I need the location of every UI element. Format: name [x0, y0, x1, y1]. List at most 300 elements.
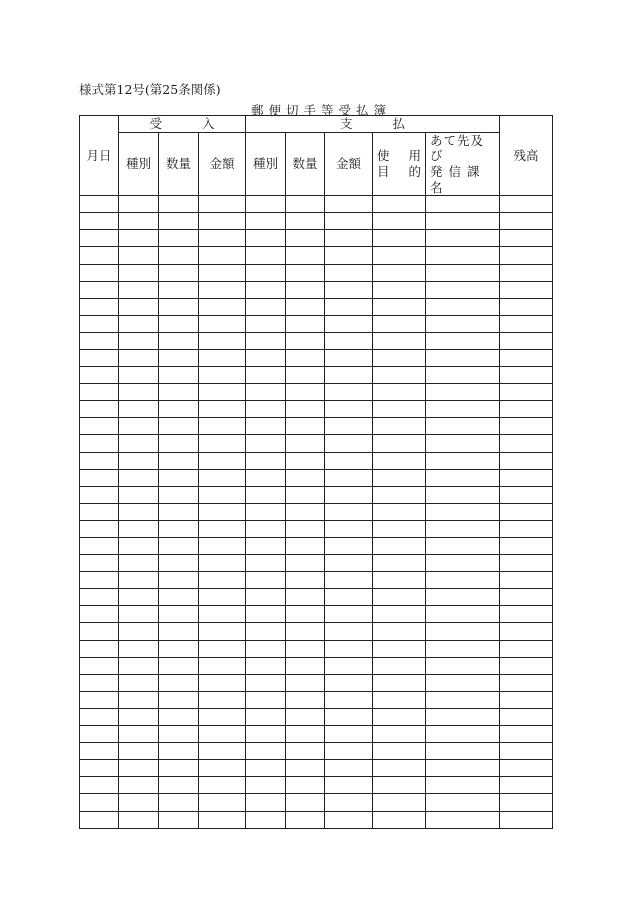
table-cell [325, 247, 373, 264]
table-cell [199, 298, 246, 315]
table-cell [286, 708, 325, 725]
table-cell [80, 794, 119, 811]
table-cell [426, 213, 500, 230]
table-cell [159, 452, 199, 469]
table-cell [80, 503, 119, 520]
table-cell [159, 418, 199, 435]
table-cell [286, 332, 325, 349]
table-cell [199, 213, 246, 230]
table-cell [119, 572, 159, 589]
table-cell [500, 264, 553, 281]
table-cell [246, 606, 286, 623]
table-cell [159, 794, 199, 811]
table-cell [199, 401, 246, 418]
table-cell [426, 691, 500, 708]
table-cell [80, 520, 119, 537]
table-cell [199, 418, 246, 435]
header-receipt-group: 受 入 [119, 116, 246, 133]
table-cell [500, 760, 553, 777]
table-cell [426, 196, 500, 213]
table-cell [373, 315, 426, 332]
table-cell [80, 760, 119, 777]
table-cell [426, 657, 500, 674]
form-number-label: 様式第12号(第25条関係) [79, 82, 221, 97]
table-cell [159, 606, 199, 623]
table-cell [119, 589, 159, 606]
table-row [80, 367, 553, 384]
table-cell [373, 640, 426, 657]
table-cell [373, 589, 426, 606]
table-cell [80, 367, 119, 384]
table-cell [325, 469, 373, 486]
table-row [80, 572, 553, 589]
table-cell [80, 674, 119, 691]
header-destination-department: あて先及び 発 信 課 名 [426, 132, 500, 196]
table-cell [159, 726, 199, 743]
table-cell [500, 281, 553, 298]
table-row [80, 726, 553, 743]
table-cell [325, 640, 373, 657]
table-cell [199, 315, 246, 332]
table-cell [426, 555, 500, 572]
header-receipt-type: 種別 [119, 132, 159, 196]
table-cell [199, 794, 246, 811]
table-cell [119, 777, 159, 794]
table-cell [500, 538, 553, 555]
table-cell [500, 196, 553, 213]
table-cell [325, 726, 373, 743]
table-cell [199, 811, 246, 828]
table-cell [159, 708, 199, 725]
header-month-day: 月日 [80, 116, 119, 196]
table-cell [286, 384, 325, 401]
header-receipt-quantity: 数量 [159, 132, 199, 196]
table-row [80, 520, 553, 537]
table-cell [500, 606, 553, 623]
table-cell [119, 213, 159, 230]
table-cell [80, 555, 119, 572]
ledger-body [80, 196, 553, 828]
table-cell [500, 384, 553, 401]
table-cell [199, 281, 246, 298]
table-cell [325, 589, 373, 606]
table-row [80, 281, 553, 298]
table-cell [286, 572, 325, 589]
table-cell [159, 589, 199, 606]
table-cell [246, 281, 286, 298]
table-cell [500, 572, 553, 589]
table-cell [286, 640, 325, 657]
table-cell [199, 640, 246, 657]
table-cell [286, 367, 325, 384]
table-cell [80, 777, 119, 794]
table-row [80, 452, 553, 469]
table-cell [373, 264, 426, 281]
table-cell [286, 623, 325, 640]
table-cell [246, 247, 286, 264]
table-cell [426, 247, 500, 264]
table-cell [246, 538, 286, 555]
table-cell [426, 794, 500, 811]
table-row [80, 196, 553, 213]
table-cell [500, 247, 553, 264]
table-cell [159, 469, 199, 486]
table-cell [80, 230, 119, 247]
table-cell [373, 349, 426, 366]
table-cell [286, 213, 325, 230]
table-cell [500, 418, 553, 435]
table-row [80, 332, 553, 349]
table-cell [246, 418, 286, 435]
table-cell [426, 623, 500, 640]
table-cell [500, 674, 553, 691]
table-cell [80, 281, 119, 298]
header-payment-quantity: 数量 [286, 132, 325, 196]
table-cell [199, 674, 246, 691]
table-cell [373, 623, 426, 640]
table-row [80, 435, 553, 452]
table-cell [500, 623, 553, 640]
table-cell [119, 640, 159, 657]
table-cell [325, 794, 373, 811]
table-cell [373, 538, 426, 555]
table-cell [80, 418, 119, 435]
table-cell [500, 640, 553, 657]
table-cell [119, 332, 159, 349]
table-cell [246, 555, 286, 572]
table-cell [119, 520, 159, 537]
table-cell [373, 486, 426, 503]
table-cell [159, 674, 199, 691]
table-cell [119, 503, 159, 520]
table-cell [119, 486, 159, 503]
table-row [80, 708, 553, 725]
table-cell [500, 332, 553, 349]
table-cell [246, 332, 286, 349]
table-row [80, 606, 553, 623]
table-cell [325, 213, 373, 230]
table-cell [159, 247, 199, 264]
table-cell [119, 281, 159, 298]
table-row [80, 794, 553, 811]
table-cell [119, 555, 159, 572]
table-cell [199, 589, 246, 606]
table-cell [426, 264, 500, 281]
table-cell [426, 811, 500, 828]
table-cell [325, 503, 373, 520]
table-cell [159, 315, 199, 332]
table-cell [286, 589, 325, 606]
table-row [80, 486, 553, 503]
table-cell [373, 794, 426, 811]
table-cell [373, 401, 426, 418]
table-cell [325, 555, 373, 572]
table-cell [80, 743, 119, 760]
table-cell [373, 469, 426, 486]
table-cell [199, 503, 246, 520]
table-cell [119, 349, 159, 366]
table-cell [500, 657, 553, 674]
table-row [80, 811, 553, 828]
table-cell [286, 726, 325, 743]
table-row [80, 691, 553, 708]
table-cell [199, 469, 246, 486]
table-cell [373, 606, 426, 623]
table-cell [373, 281, 426, 298]
table-cell [246, 708, 286, 725]
table-cell [80, 726, 119, 743]
table-cell [199, 726, 246, 743]
table-cell [373, 743, 426, 760]
table-row [80, 674, 553, 691]
table-cell [325, 349, 373, 366]
header-payment-type: 種別 [246, 132, 286, 196]
table-cell [159, 349, 199, 366]
table-cell [119, 538, 159, 555]
table-cell [119, 384, 159, 401]
table-cell [159, 777, 199, 794]
table-cell [80, 657, 119, 674]
table-cell [286, 418, 325, 435]
table-cell [373, 572, 426, 589]
table-row [80, 538, 553, 555]
table-cell [325, 708, 373, 725]
table-cell [80, 315, 119, 332]
table-row [80, 555, 553, 572]
table-cell [325, 452, 373, 469]
table-cell [246, 469, 286, 486]
header-payment-amount: 金額 [325, 132, 373, 196]
table-cell [159, 264, 199, 281]
table-cell [119, 674, 159, 691]
table-cell [246, 486, 286, 503]
table-cell [500, 349, 553, 366]
table-cell [159, 743, 199, 760]
ledger-table [79, 115, 553, 829]
table-cell [246, 367, 286, 384]
table-cell [246, 726, 286, 743]
table-row [80, 401, 553, 418]
table-cell [286, 538, 325, 555]
table-cell [325, 281, 373, 298]
table-cell [159, 213, 199, 230]
table-cell [159, 486, 199, 503]
table-cell [325, 760, 373, 777]
table-row [80, 640, 553, 657]
table-cell [426, 384, 500, 401]
table-cell [246, 743, 286, 760]
table-cell [80, 589, 119, 606]
table-cell [80, 452, 119, 469]
table-row [80, 623, 553, 640]
table-cell [426, 640, 500, 657]
table-cell [119, 247, 159, 264]
table-cell [159, 230, 199, 247]
table-cell [199, 743, 246, 760]
table-cell [500, 503, 553, 520]
table-cell [286, 281, 325, 298]
table-cell [159, 384, 199, 401]
table-cell [500, 555, 553, 572]
table-cell [159, 503, 199, 520]
table-cell [199, 452, 246, 469]
table-cell [426, 418, 500, 435]
table-cell [80, 691, 119, 708]
table-cell [159, 657, 199, 674]
table-cell [325, 401, 373, 418]
table-cell [500, 469, 553, 486]
table-cell [199, 606, 246, 623]
table-cell [159, 572, 199, 589]
table-cell [426, 760, 500, 777]
table-cell [119, 657, 159, 674]
table-cell [246, 794, 286, 811]
table-cell [286, 555, 325, 572]
table-cell [199, 196, 246, 213]
table-cell [246, 230, 286, 247]
table-cell [119, 418, 159, 435]
table-cell [246, 196, 286, 213]
table-cell [199, 486, 246, 503]
table-cell [119, 469, 159, 486]
table-cell [286, 435, 325, 452]
table-row [80, 247, 553, 264]
table-cell [426, 520, 500, 537]
table-cell [500, 401, 553, 418]
table-cell [80, 349, 119, 366]
table-cell [286, 503, 325, 520]
table-cell [80, 435, 119, 452]
table-cell [246, 640, 286, 657]
table-cell [500, 811, 553, 828]
table-cell [119, 452, 159, 469]
table-cell [80, 298, 119, 315]
table-cell [286, 486, 325, 503]
table-cell [373, 811, 426, 828]
table-cell [199, 538, 246, 555]
table-cell [426, 538, 500, 555]
table-cell [246, 589, 286, 606]
table-cell [500, 435, 553, 452]
table-cell [373, 503, 426, 520]
table-cell [286, 777, 325, 794]
table-cell [199, 708, 246, 725]
table-cell [159, 332, 199, 349]
table-row [80, 760, 553, 777]
table-cell [159, 811, 199, 828]
table-row [80, 349, 553, 366]
table-cell [246, 452, 286, 469]
table-cell [325, 196, 373, 213]
table-cell [373, 726, 426, 743]
table-cell [426, 332, 500, 349]
table-cell [373, 691, 426, 708]
table-cell [373, 418, 426, 435]
table-cell [246, 298, 286, 315]
table-cell [286, 606, 325, 623]
table-cell [325, 623, 373, 640]
table-cell [426, 708, 500, 725]
table-cell [373, 196, 426, 213]
table-row [80, 230, 553, 247]
table-cell [119, 623, 159, 640]
table-cell [325, 691, 373, 708]
table-cell [246, 777, 286, 794]
table-cell [286, 469, 325, 486]
table-row [80, 298, 553, 315]
table-cell [426, 606, 500, 623]
table-cell [500, 486, 553, 503]
table-cell [325, 811, 373, 828]
header-purpose: 使 用 目 的 [373, 132, 426, 196]
table-cell [199, 332, 246, 349]
table-cell [246, 315, 286, 332]
table-cell [199, 435, 246, 452]
table-cell [159, 367, 199, 384]
table-cell [373, 213, 426, 230]
table-cell [286, 743, 325, 760]
table-cell [159, 555, 199, 572]
table-cell [325, 230, 373, 247]
table-cell [325, 298, 373, 315]
table-cell [246, 349, 286, 366]
table-row [80, 777, 553, 794]
table-cell [246, 384, 286, 401]
table-cell [426, 726, 500, 743]
table-cell [373, 520, 426, 537]
table-cell [500, 691, 553, 708]
table-cell [80, 384, 119, 401]
table-cell [199, 264, 246, 281]
table-cell [373, 760, 426, 777]
table-cell [246, 213, 286, 230]
table-cell [286, 811, 325, 828]
table-cell [119, 743, 159, 760]
table-cell [426, 452, 500, 469]
table-cell [80, 572, 119, 589]
table-cell [286, 657, 325, 674]
table-cell [119, 230, 159, 247]
table-cell [246, 674, 286, 691]
table-cell [159, 196, 199, 213]
table-cell [426, 349, 500, 366]
table-cell [500, 794, 553, 811]
table-cell [246, 623, 286, 640]
table-cell [286, 452, 325, 469]
table-cell [325, 743, 373, 760]
table-cell [286, 349, 325, 366]
table-cell [373, 435, 426, 452]
table-cell [500, 777, 553, 794]
table-cell [500, 726, 553, 743]
table-cell [325, 486, 373, 503]
table-cell [199, 777, 246, 794]
table-cell [119, 811, 159, 828]
table-cell [500, 520, 553, 537]
table-cell [500, 213, 553, 230]
table-cell [246, 811, 286, 828]
table-cell [80, 196, 119, 213]
table-cell [325, 777, 373, 794]
table-cell [373, 708, 426, 725]
table-cell [500, 452, 553, 469]
table-cell [80, 264, 119, 281]
table-cell [199, 555, 246, 572]
table-cell [286, 760, 325, 777]
table-cell [119, 691, 159, 708]
table-cell [159, 640, 199, 657]
table-cell [159, 623, 199, 640]
